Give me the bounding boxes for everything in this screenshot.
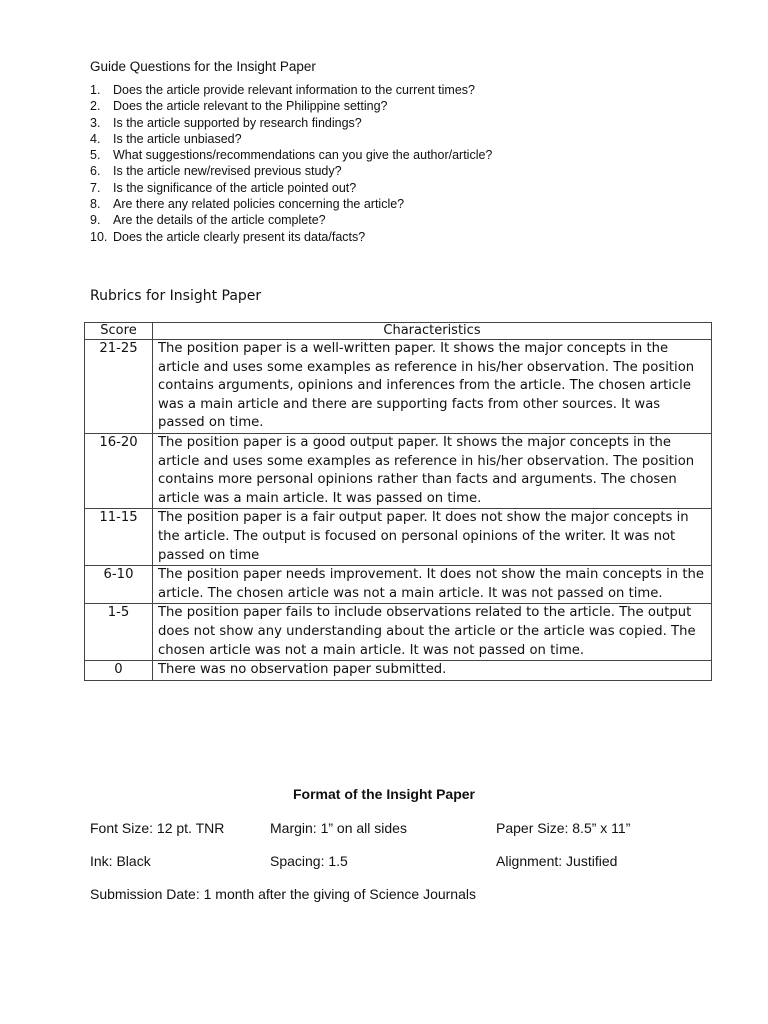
table-row	[85, 433, 712, 508]
item-number: 3.	[90, 115, 101, 130]
score-cell: 6-10	[85, 566, 153, 604]
score-cell: 11-15	[85, 509, 153, 566]
item-text: Are the details of the article complete?	[113, 213, 326, 228]
alignment-spec: Alignment: Justified	[496, 853, 618, 869]
characteristics-cell: The position paper fails to include observations related to the article. The output does not show any understanding about the article or the article was copied. The chosen article was not a main article. It was not passed on time.	[153, 604, 712, 661]
list-item	[90, 115, 492, 131]
score-cell: 21-25	[85, 340, 153, 434]
list-item	[90, 180, 492, 196]
score-header: Score	[85, 323, 153, 340]
spacing-spec: Spacing: 1.5	[270, 853, 348, 869]
list-item	[90, 196, 492, 212]
item-text: Are there any related policies concerning the article?	[113, 197, 405, 212]
item-number: 6.	[90, 164, 101, 179]
table-row	[85, 566, 712, 604]
rubric-table	[84, 322, 712, 681]
characteristics-cell: The position paper is a good output paper. It shows the major concepts in the article and uses some examples as reference in his/her observation. The position contains more personal opinions rather than facts and arguments. The chosen article was a main article. It was passed on time.	[153, 433, 712, 508]
characteristics-cell: The position paper is a well-written paper. It shows the major concepts in the article and uses some examples as reference in his/her observation. The position contains arguments, opinions and inferences from the article. The chosen article was a main article and there are supporting facts from other sources. It was passed on time.	[153, 340, 712, 434]
characteristics-header: Characteristics	[153, 323, 712, 340]
item-number: 1.	[90, 83, 101, 97]
item-number: 4.	[90, 131, 101, 146]
margin-spec: Margin: 1” on all sides	[270, 820, 407, 836]
score-cell: 16-20	[85, 433, 153, 508]
submission-date-spec: Submission Date: 1 month after the giving of Science Journals	[90, 886, 476, 902]
characteristics-cell: The position paper needs improvement. It does not show the main concepts in the article. The chosen article was not a main article. It was not passed on time.	[153, 566, 712, 604]
item-text: Is the significance of the article pointed out?	[113, 180, 357, 195]
item-number: 8.	[90, 197, 101, 212]
characteristics-cell: The position paper is a fair output paper. It does not show the major concepts in the article. The output is focused on personal opinions of the writer. It was not passed on time	[153, 509, 712, 566]
item-text: Does the article relevant to the Philippine setting?	[113, 99, 388, 114]
ink-spec: Ink: Black	[90, 853, 151, 869]
guide-questions-title: Guide Questions for the Insight Paper	[90, 59, 316, 74]
paper-size-spec: Paper Size: 8.5” x 11”	[496, 820, 631, 836]
list-item	[90, 212, 492, 228]
guide-questions-list	[90, 82, 492, 245]
item-number: 7.	[90, 180, 101, 195]
list-item	[90, 229, 492, 245]
item-text: What suggestions/recommendations can you give the author/article?	[113, 148, 493, 163]
font-size-spec: Font Size: 12 pt. TNR	[90, 820, 225, 836]
list-item	[90, 98, 492, 114]
item-text: Is the article unbiased?	[113, 131, 242, 146]
item-text: Does the article provide relevant information to the current times?	[113, 83, 475, 97]
list-item	[90, 147, 492, 163]
score-cell: 1-5	[85, 604, 153, 661]
score-cell: 0	[85, 661, 153, 681]
table-row	[85, 509, 712, 566]
item-text: Is the article new/revised previous study?	[113, 164, 342, 179]
item-number: 10.	[90, 229, 108, 244]
table-row	[85, 604, 712, 661]
table-row	[85, 340, 712, 434]
item-text: Does the article clearly present its data/facts?	[113, 229, 366, 244]
list-item	[90, 131, 492, 147]
table-row	[85, 661, 712, 681]
characteristics-cell: There was no observation paper submitted.	[153, 661, 712, 681]
item-text: Is the article supported by research findings?	[113, 115, 362, 130]
list-item	[90, 163, 492, 179]
table-header-row	[85, 323, 712, 340]
format-title: Format of the Insight Paper	[292, 786, 475, 802]
list-item	[90, 82, 492, 98]
item-number: 5.	[90, 148, 101, 163]
item-number: 9.	[90, 213, 101, 228]
item-number: 2.	[90, 99, 101, 114]
rubric-title: Rubrics for Insight Paper	[90, 288, 262, 304]
